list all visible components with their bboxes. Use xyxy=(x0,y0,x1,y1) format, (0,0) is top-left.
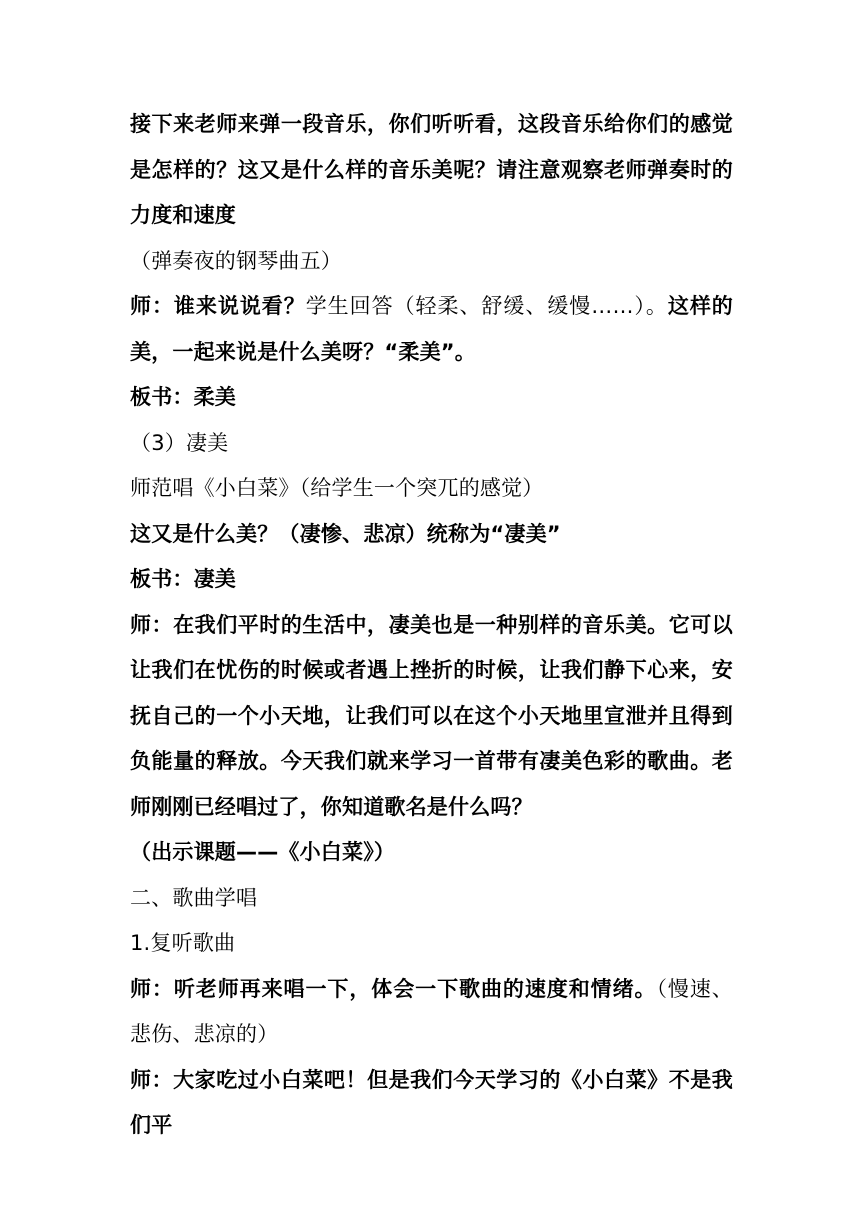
paragraph-9 xyxy=(130,603,733,831)
paragraph-14 xyxy=(130,1058,733,1149)
paragraph-1 xyxy=(130,102,733,239)
text-segment: 板书：凄美 xyxy=(130,567,236,591)
text-segment: 师：大家吃过小白菜吧！但是我们今天学习的《小白菜》不是我们平 xyxy=(130,1067,733,1137)
paragraph-7 xyxy=(130,512,733,558)
text-segment: 师范唱《小白菜》（给学生一个突兀的感觉） xyxy=(130,476,544,500)
text-segment: （3）凄美 xyxy=(130,430,229,455)
text-segment: 师：谁来说说看？ xyxy=(130,294,306,318)
paragraph-13 xyxy=(130,967,733,1058)
text-segment: （出示课题——《小白菜》） xyxy=(130,840,396,864)
paragraph-11 xyxy=(130,876,733,922)
text-segment: 这又是什么美？（凄惨、悲凉）统称为“凄美” xyxy=(130,521,561,546)
text-segment: 接下来老师来弹一段音乐，你们听听看，这段音乐给你们的感觉是怎样的？这又是什么样的音乐美呢？请注意观察老师弹奏时的力度和速度 xyxy=(130,112,733,227)
text-segment: 师：在我们平时的生活中，凄美也是一种别样的音乐美。它可以让我们在忧伤的时候或者遇上挫折的时候，让我们静下心来，安抚自己的一个小天地，让我们可以在这个小天地里宣泄并且得到负能量的释放。今天我们就来学习一首带有凄美色彩的歌曲。老师刚刚已经唱过了，你知道歌名是什么吗？ xyxy=(130,612,733,819)
text-segment: 学生回答（轻柔、舒缓、缓慢……）。 xyxy=(305,294,668,318)
paragraph-5 xyxy=(130,421,733,467)
paragraph-3 xyxy=(130,284,733,375)
text-segment: 板书：柔美 xyxy=(130,385,236,409)
text-segment: 这样的美，一起来说是什么美呀？“柔美”。 xyxy=(130,294,733,364)
paragraph-12 xyxy=(130,921,733,967)
text-segment: （慢速、悲伤、悲凉的） xyxy=(130,976,733,1046)
document-page xyxy=(130,102,733,1149)
paragraph-6 xyxy=(130,466,733,512)
paragraph-8 xyxy=(130,557,733,603)
paragraph-2 xyxy=(130,239,733,285)
text-segment: 师：听老师再来唱一下，体会一下歌曲的速度和情绪。 xyxy=(130,976,657,1001)
text-segment: 1.复听歌曲 xyxy=(130,931,236,955)
text-segment: 二、歌曲学唱 xyxy=(130,885,258,910)
paragraph-4 xyxy=(130,375,733,421)
text-segment: （弹奏夜的钢琴曲五） xyxy=(130,248,342,273)
paragraph-10 xyxy=(130,830,733,876)
